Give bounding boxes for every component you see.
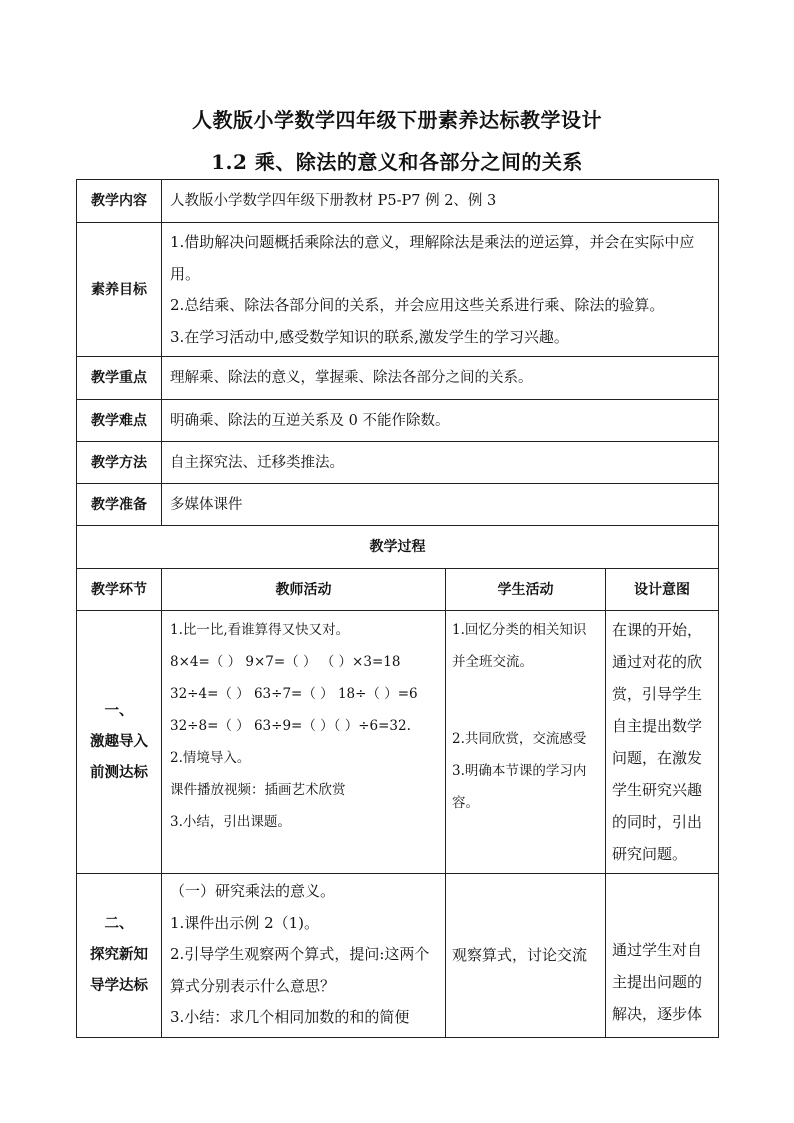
label-prep: 教学准备 [77,484,162,526]
label-goals: 素养目标 [77,223,162,357]
row-process-heading [77,526,719,569]
lesson-plan-table [76,179,719,1038]
value-difficulty: 明确乘、除法的互逆关系及 0 不能作除数。 [162,400,719,442]
column-teacher: 教师活动 [162,569,446,611]
row-prep [77,484,719,526]
row-difficulty [77,400,719,442]
stage-2-name: 二、 探究新知 导学达标 [77,874,162,1038]
value-method: 自主探究法、迁移类推法。 [162,442,719,484]
column-student: 学生活动 [446,569,606,611]
row-content [77,180,719,223]
row-process-columns [77,569,719,611]
column-intent: 设计意图 [606,569,719,611]
stage-2-intent: 通过学生对自主提出问题的解决，逐步体 [606,874,719,1038]
stage-2-student: 观察算式，讨论交流 [446,874,606,1038]
document-subtitle: 1.2 乘、除法的意义和各部分之间的关系 [211,150,583,174]
stage-2-teacher: （一）研究乘法的意义。 1.课件出示例 2（1)。 2.引导学生观察两个算式，提问:这两个算式分别表示什么意思？ 3.小结：求几个相同加数的和的简便 [162,874,446,1038]
column-stage: 教学环节 [77,569,162,611]
row-focus [77,357,719,400]
stage-1-intent: 在课的开始，通过对花的欣赏，引导学生自主提出数学问题，在激发学生研究兴趣的同时，引出研究问题。 [606,611,719,874]
goal-line-3: 3.在学习活动中,感受数学知识的联系,激发学生的学习兴趣。 [170,327,569,346]
document-title: 人教版小学数学四年级下册素养达标教学设计 [192,108,602,132]
stage-1-teacher: 1.比一比,看谁算得又快又对。 8×4=（ ） 9×7=（ ） （ ）×3=18 32÷4=（ ） 63÷7=（ ） 18÷（ ）=6 32÷8=（ ） 63÷9=（ ）（ ）÷6=32. 2.情境导入。 课件播放视频：插画艺术欣赏 3.小结，引出课题。 [162,611,446,874]
row-stage-1 [77,611,719,874]
row-method [77,442,719,484]
value-goals [162,223,719,357]
goal-line-2: 2.总结乘、除法各部分间的关系，并会应用这些关系进行乘、除法的验算。 [170,296,665,314]
value-content: 人教版小学数学四年级下册教材 P5-P7 例 2、例 3 [162,180,719,223]
label-difficulty: 教学难点 [77,400,162,442]
label-focus: 教学重点 [77,357,162,400]
process-heading: 教学过程 [77,526,719,569]
label-content: 教学内容 [77,180,162,223]
stage-1-name: 一、 激趣导入 前测达标 [77,611,162,874]
stage-1-student: 1.回忆分类的相关知识并全班交流。 2.共同欣赏，交流感受 3.明确本节课的学习内容。 [446,611,606,874]
label-method: 教学方法 [77,442,162,484]
row-goals [77,223,719,357]
row-stage-2 [77,874,719,1038]
value-focus: 理解乘、除法的意义，掌握乘、除法各部分之间的关系。 [162,357,719,400]
value-prep: 多媒体课件 [162,484,719,526]
goal-line-1: 1.借助解决问题概括乘除法的意义，理解除法是乘法的逆运算，并会在实际中应用。 [170,233,695,283]
